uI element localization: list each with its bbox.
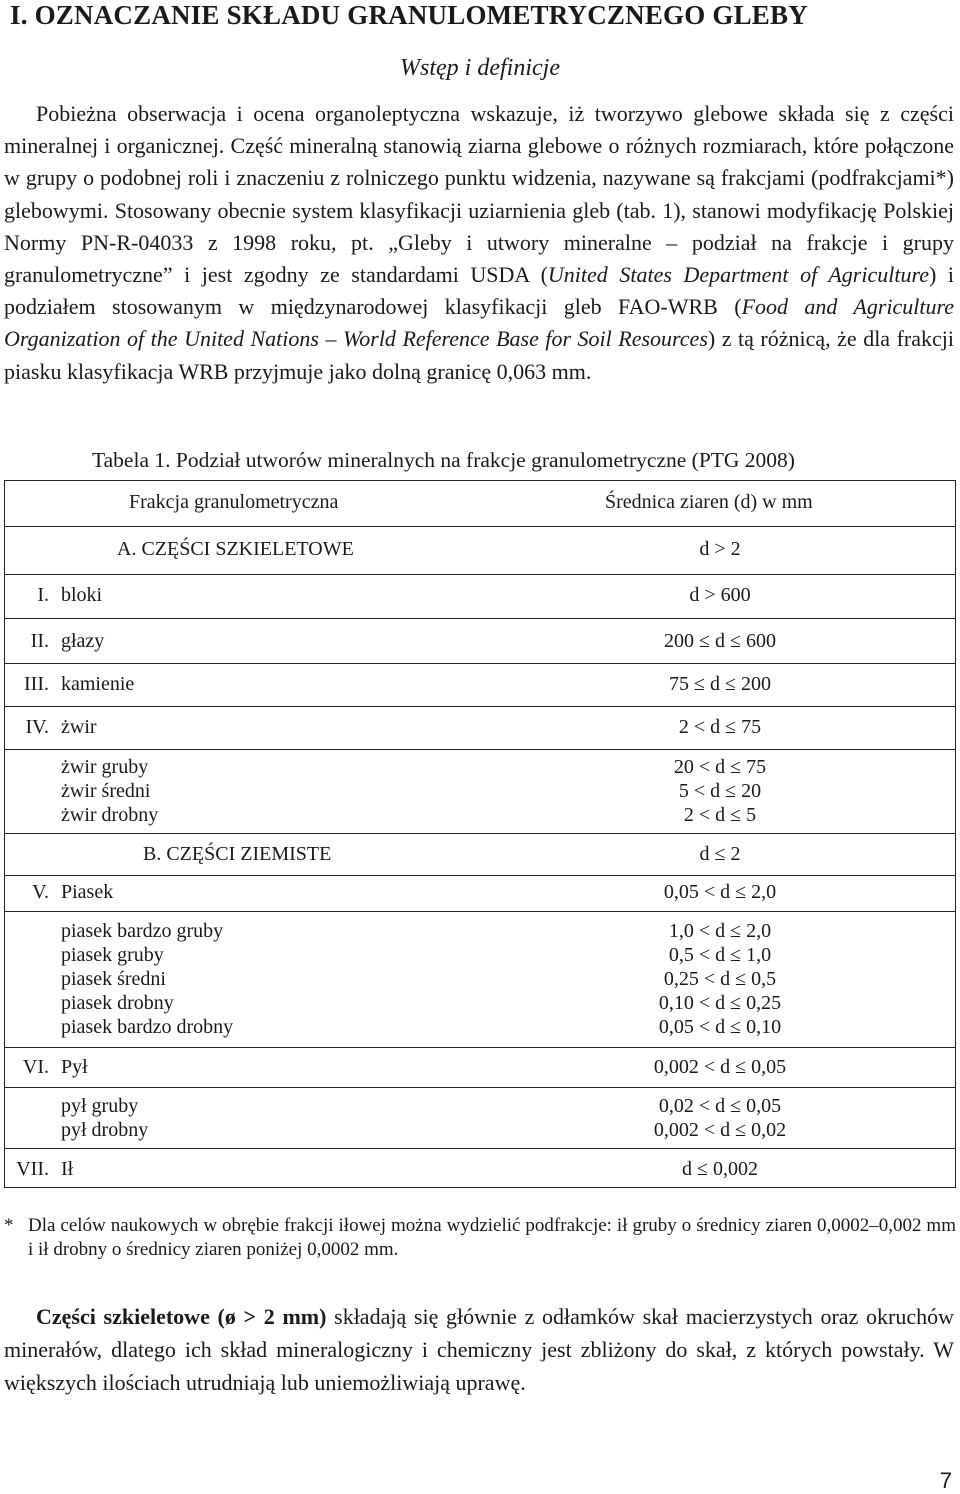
row-range-pyl: 0,002 < d ≤ 0,05	[653, 1056, 787, 1078]
subfraction-name: żwir drobny	[61, 804, 159, 826]
row-range-piasek: 0,05 < d ≤ 2,0	[663, 881, 777, 903]
row-num: III.	[24, 673, 49, 695]
rule	[5, 618, 955, 619]
row-num: I.	[37, 584, 49, 606]
subfraction-range: 0,25 < d ≤ 0,5	[663, 968, 777, 990]
section-subheading: Wstęp i definicje	[400, 55, 560, 81]
row-num: II.	[30, 630, 49, 652]
table-caption: Tabela 1. Podział utworów mineralnych na frakcje granulometryczne (PTG 2008)	[92, 448, 795, 472]
rule	[5, 911, 955, 912]
row-name-bloki: bloki	[61, 584, 103, 606]
subfraction-name: pył drobny	[61, 1119, 149, 1141]
row-name-zwir: żwir	[61, 716, 97, 738]
row-num: VII.	[16, 1158, 49, 1180]
row-name-glazy: głazy	[61, 630, 105, 652]
chapter-heading: I. OZNACZANIE SKŁADU GRANULOMETRYCZNEGO GLEBY	[10, 0, 808, 30]
row-range-zwir: 2 < d ≤ 75	[678, 716, 762, 738]
subfraction-range: 5 < d ≤ 20	[678, 780, 762, 802]
subfraction-range: 0,5 < d ≤ 1,0	[668, 944, 772, 966]
row-name-kamienie: kamienie	[61, 673, 135, 695]
rule	[5, 574, 955, 575]
section-b-range: d ≤ 2	[699, 843, 741, 865]
rule	[5, 875, 955, 876]
header-rule	[5, 526, 955, 527]
subfraction-name: pył gruby	[61, 1095, 139, 1117]
subfraction-name: piasek drobny	[61, 992, 174, 1014]
row-name-pyl: Pył	[61, 1056, 88, 1078]
row-num: VI.	[22, 1056, 49, 1078]
section-a-label: A. CZĘŚCI SZKIELETOWE	[117, 538, 354, 560]
rule	[5, 833, 955, 834]
subfraction-name: żwir gruby	[61, 756, 149, 778]
intro-text-1: Pobieżna obserwacja i ocena organoleptyczna wskazuje, iż tworzywo glebowe składa się z części mineralnej i organicznej. Część mineralną stanowią ziarna glebowe o różnych rozmiarach, które połączone w grupy o podobnej roli i znaczeniu z rolniczego punktu widzenia, nazywane są frakcjami (podfrakcjami*) glebowymi. Stosowany obecnie system klasyfikacji uziarnienia gleb (tab. 1), stanowi modyfikację Polskiej Normy PN-R-04033 z 1998 roku, pt. „Gleby i utwory mineralne – podział na frakcje i grupy granulometryczne” i jest zgodny ze standardami USDA (	[4, 101, 954, 288]
rule	[5, 1148, 955, 1149]
rule	[5, 663, 955, 664]
subfraction-name: piasek średni	[61, 968, 166, 990]
subfraction-name: piasek bardzo drobny	[61, 1016, 234, 1038]
subfraction-name: żwir średni	[61, 780, 151, 802]
section-b-label: B. CZĘŚCI ZIEMISTE	[143, 843, 332, 865]
row-num: IV.	[25, 716, 49, 738]
col-header-diameter: Średnica ziaren (d) w mm	[605, 491, 813, 513]
table-footnote	[4, 1214, 956, 1262]
closing-paragraph	[4, 1300, 954, 1399]
subfraction-range: 0,05 < d ≤ 0,10	[658, 1016, 782, 1038]
row-name-il: Ił	[61, 1158, 74, 1180]
row-num: V.	[32, 881, 49, 903]
subfraction-name: piasek gruby	[61, 944, 164, 966]
intro-text-3: ) z tą różnicą, że dla frakcji piasku klasyfikacja WRB przyjmuje jako dolną granicę 0,063 mm.	[4, 326, 954, 384]
row-range-kamienie: 75 ≤ d ≤ 200	[669, 673, 771, 695]
subfraction-range: 0,02 < d ≤ 0,05	[658, 1095, 782, 1117]
subfraction-range: 0,002 < d ≤ 0,02	[653, 1119, 787, 1141]
fraction-table	[4, 480, 956, 1188]
rule	[5, 1087, 955, 1088]
fao-name: Food and Agriculture Organization of the United Nations – World Reference Base for Soil Resources	[4, 294, 955, 352]
page-number: 7	[939, 1468, 952, 1493]
rule	[5, 1047, 955, 1048]
subfraction-range: 20 < d ≤ 75	[673, 756, 767, 778]
intro-text-2: ) i podziałem stosowanym w międzynarodowej klasyfikacji gleb FAO-WRB (	[4, 262, 954, 320]
footnote-text: Dla celów naukowych w obrębie frakcji iłowej można wydzielić podfrakcje: ił gruby o średnicy ziaren 0,0002–0,002 mm i ił drobny o średnicy ziaren poniżej 0,0002 mm.	[28, 1215, 956, 1260]
section-a-range: d > 2	[699, 538, 741, 560]
subfraction-range: 0,10 < d ≤ 0,25	[658, 992, 782, 1014]
footnote-marker: *	[4, 1215, 14, 1236]
subfraction-name: piasek bardzo gruby	[61, 920, 224, 942]
subfraction-range: 2 < d ≤ 5	[683, 804, 757, 826]
row-range-bloki: d > 600	[689, 584, 751, 606]
usda-name: United States Department of Agriculture	[547, 262, 929, 288]
closing-bold-lead: Części szkieletowe (ø > 2 mm)	[36, 1304, 327, 1329]
col-header-fraction: Frakcja granulometryczna	[129, 491, 339, 513]
row-range-il: d ≤ 0,002	[682, 1158, 758, 1180]
rule	[5, 706, 955, 707]
row-range-glazy: 200 ≤ d ≤ 600	[664, 630, 776, 652]
row-name-piasek: Piasek	[61, 881, 114, 903]
intro-paragraph	[4, 98, 954, 388]
subfraction-range: 1,0 < d ≤ 2,0	[668, 920, 772, 942]
rule	[5, 749, 955, 750]
closing-text: składają się głównie z odłamków skał macierzystych oraz okruchów minerałów, dlatego ich skład mineralogiczny i chemiczny jest zbliżony do skał, z których powstały. W większych ilościach utrudniają lub uniemożliwiają uprawę.	[4, 1304, 954, 1395]
